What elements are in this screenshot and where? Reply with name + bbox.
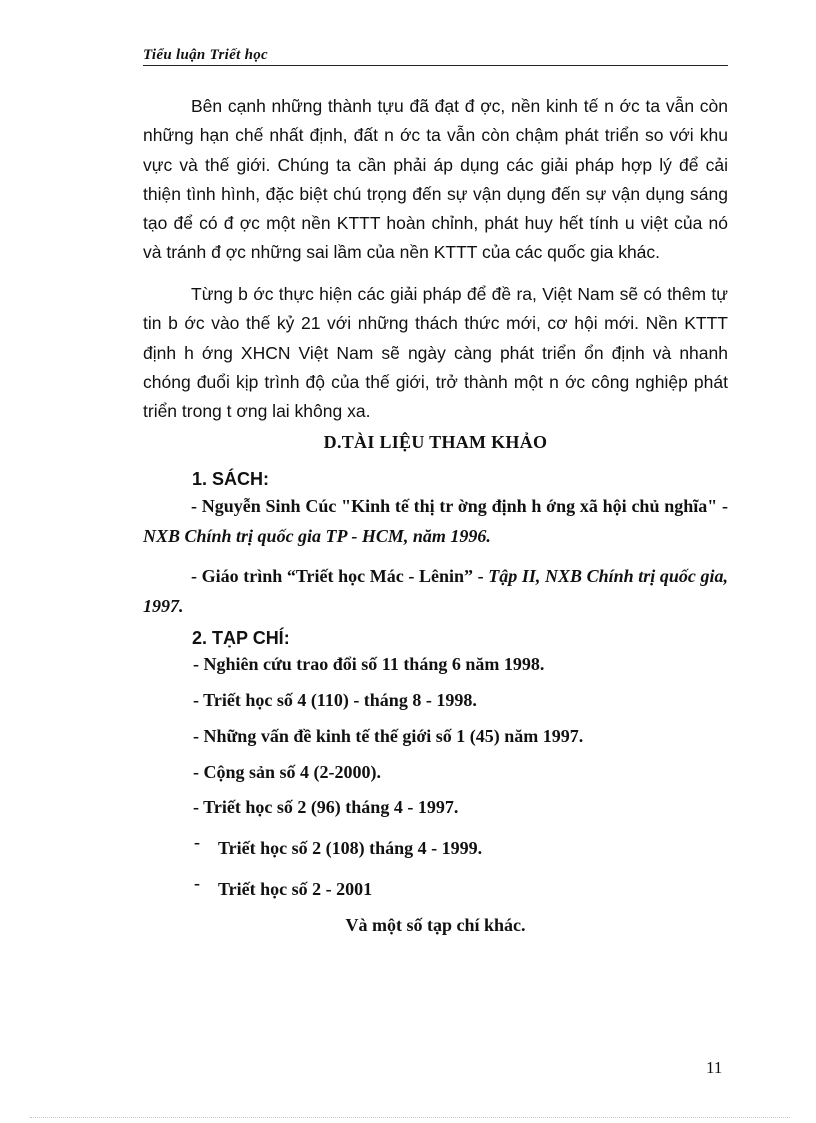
dash-bullet: - (194, 873, 200, 893)
dash-bullet: - (194, 832, 200, 852)
magazine-item-7 (194, 873, 373, 900)
paragraph-1: Bên cạnh những thành tựu đã đạt đ ợc, nền kinh tế n ớc ta vẫn còn những hạn chế nhất định, đất n ớc ta vẫn còn chậm phát triển so với khu vực và thế giới. Chúng ta cần phải áp dụng các giải pháp hợp lý để cải thiện tình hình, đặc biệt chú trọng đến sự vận dụng đến sự vận dụng sáng tạo để có đ ợc một nền KTTT hoàn chỉnh, phát huy hết tính u việt của nó và tránh đ ợc những sai lầm của nền KTTT của các quốc gia khác. (143, 96, 728, 263)
page-header-title: Tiểu luận Triết học (143, 46, 728, 66)
bottom-dotted-border (30, 1117, 790, 1118)
closing-note: Và một số tạp chí khác. (345, 915, 526, 935)
book-reference-1 (143, 491, 728, 551)
magazine-item-6-text: Triết học số 2 (108) tháng 4 - 1999. (218, 838, 483, 858)
magazine-item-1: - Nghiên cứu trao đổi số 11 tháng 6 năm 1998. (193, 654, 545, 674)
books-heading: 1. SÁCH: (192, 469, 270, 489)
magazine-item-7-text: Triết học số 2 - 2001 (218, 879, 373, 899)
magazine-item-6 (194, 832, 483, 859)
magazines-heading: 2. TẠP CHÍ: (192, 628, 290, 648)
magazine-item-3: - Những vấn đề kinh tế thế giới số 1 (45) năm 1997. (193, 726, 584, 746)
magazine-item-4: - Cộng sản số 4 (2-2000). (193, 762, 382, 782)
page-number: 11 (706, 1058, 723, 1077)
references-heading: D.TÀI LIỆU THAM KHẢO (323, 432, 548, 452)
book-reference-2 (143, 561, 728, 621)
book-reference-2-publisher: Tập II, NXB Chính trị quốc gia, 1997. (143, 566, 729, 616)
book-reference-1-publisher: NXB Chính trị quốc gia TP - HCM, năm 1996. (143, 526, 491, 546)
magazine-item-2: - Triết học số 4 (110) - tháng 8 - 1998. (193, 690, 477, 710)
paragraph-2: Từng b ớc thực hiện các giải pháp để đề ra, Việt Nam sẽ có thêm tự tin b ớc vào thế kỷ 21 với những thách thức mới, cơ hội mới. Nền KTTT định h ớng XHCN Việt Nam sẽ ngày càng phát triển ổn định và nhanh chóng đuổi kịp trình độ của thế giới, trở thành một n ớc công nghiệp phát triển trong t ơng lai không xa. (143, 284, 728, 422)
book-reference-1-main: - Nguyễn Sinh Cúc "Kinh tế thị tr ờng định h ớng xã hội chủ nghĩa" - (191, 496, 728, 516)
book-reference-2-main: - Giáo trình “Triết học Mác - Lênin” - (191, 566, 489, 586)
magazine-item-5: - Triết học số 2 (96) tháng 4 - 1997. (193, 797, 459, 817)
